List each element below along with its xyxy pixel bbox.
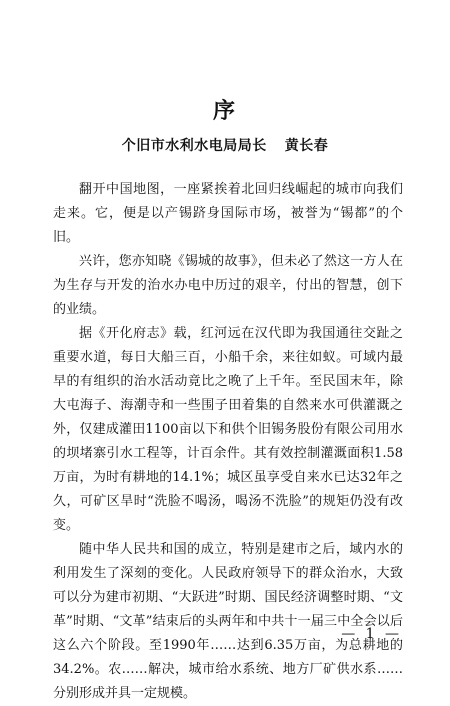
- paragraph: 据《开化府志》载，红河远在汉代即为我国通往交趾之重要水道，每日大船三百，小船千余，来往如蚁。可域内最早的有组织的治水活动竟比之晚了上千年。至民国末年，除大屯海子、海潮寺和一些围子田着集的自然来水可供灌溉之外，仅建成灌田1100亩以下和供个旧锡务股份有限公司用水的坝堵寨引水工程等，计百余件。其有效控制灌溉面积1.58万亩，为时有耕地的14.1%；城区虽享受自来水已达32年之久，可矿区旱时“洗脸不喝汤，喝汤不洗脸”的规矩仍没有改变。: [53, 326, 403, 533]
- paragraph: 随中华人民共和国的成立，特别是建市之后，域内水的利用发生了深刻的变化。人民政府领导下的群众治水，大致可以分为建市初期、“大跃进”时期、国民经济调整时期、“文革”时期、“文革”结束后的头两年和中共十一届三中全会以后这么六个阶段。至1990年……达到6.35万亩，为总耕地的34.2%。农……解决，城市给水系统、地方厂矿供水系……分别形成并具一定规模。: [53, 542, 403, 701]
- author-name: 黄长春: [284, 138, 329, 154]
- author-line: [0, 135, 450, 155]
- paragraph: 兴许，您亦知晓《锡城的故事》，但未必了然这一方人在为生存与开发的治水办电中历过的艰辛，付出的智慧，创下的业绩。: [53, 254, 403, 317]
- preface-title: 序: [212, 98, 237, 124]
- page-number: — 1 —: [341, 626, 402, 642]
- paragraph: 翻开中国地图，一座紧挨着北回归线崛起的城市向我们走来。它，便是以产锡跻身国际市场，被誉为“锡都”的个旧。: [53, 182, 403, 245]
- author-position: 个旧市水利水电局局长: [121, 138, 267, 154]
